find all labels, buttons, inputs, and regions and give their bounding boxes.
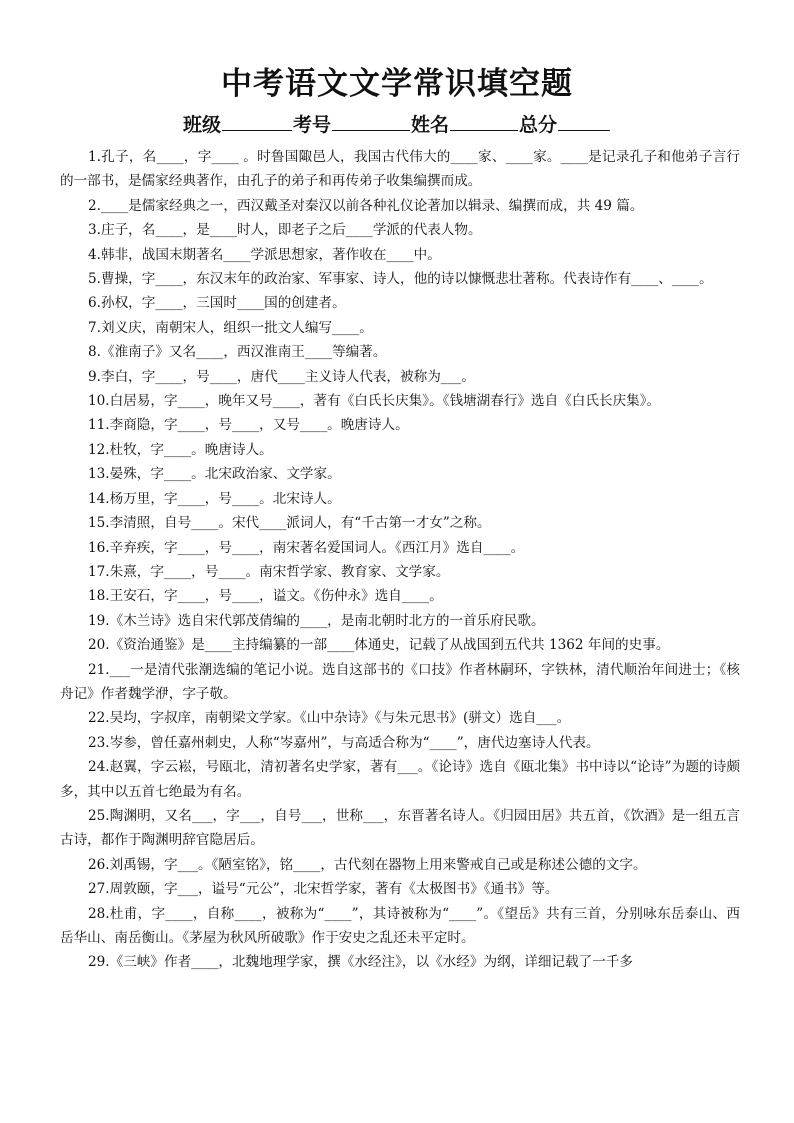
class-blank xyxy=(222,112,292,131)
question-item: 27.周敦颐，字___，谥号“元公”，北宋哲学家，著有《太极图书》《通书》等。 xyxy=(88,881,559,898)
question-item: 24.赵翼，字云崧，号瓯北，清初著名史学家，著有___。《论诗》选自《瓯北集》书中诗以“论诗”为题的诗颇多，其中以五首七绝最为有名。 xyxy=(60,759,740,800)
student-info-line xyxy=(0,110,794,137)
question-item: 6.孙权，字____，三国时____国的创建者。 xyxy=(88,295,346,312)
class-label: 班级 xyxy=(182,114,221,136)
question-item: 23.岑参，曾任嘉州刺史，人称“岑嘉州”，与高适合称为“____”，唐代边塞诗人代表。 xyxy=(88,734,600,751)
name-label: 姓名 xyxy=(411,114,450,136)
question-item: 2.____是儒家经典之一，西汉戴圣对秦汉以前各种礼仪论著加以辑录、编撰而成，共 49 篇。 xyxy=(88,197,644,214)
question-item: 7.刘义庆，南朝宋人，组织一批文人编写____。 xyxy=(88,319,373,336)
question-item: 12.杜牧，字____。晚唐诗人。 xyxy=(88,441,273,458)
question-item: 1.孔子，名____，字____ 。时鲁国陬邑人，我国古代伟大的____家、____家。____是记录孔子和他弟子言行的一部书，是儒家经典著作，由孔子的弟子和再传弟子收集编撰而成。 xyxy=(60,149,740,190)
question-item: 9.李白，字____，号____，唐代____主义诗人代表，被称为___。 xyxy=(88,368,475,385)
score-blank xyxy=(558,112,610,131)
page-title: 中考语文文学常识填空题 xyxy=(221,66,573,102)
question-item: 26.刘禹锡，字___。《陋室铭》，铭____，古代刻在器物上用来警戒自己或是称述公德的文字。 xyxy=(88,856,647,873)
question-item: 19.《木兰诗》选自宋代郭茂倩编的____，是南北朝时北方的一首乐府民歌。 xyxy=(88,612,545,629)
question-item: 14.杨万里，字____，号____。北宋诗人。 xyxy=(88,490,341,507)
question-item: 17.朱熹，字____，号____。南宋哲学家、教育家、文学家。 xyxy=(88,563,450,580)
question-list xyxy=(60,145,740,975)
question-item: 22.吴均，字叔庠，南朝梁文学家。《山中杂诗》《与朱元思书》(骈文）选自___。 xyxy=(88,710,571,727)
question-item: 28.杜甫，字____，自称____，被称为“____”，其诗被称为“____”。《望岳》共有三首，分别咏东岳泰山、西岳华山、南岳衡山。《茅屋为秋风所破歌》作于安史之乱还未平定时。 xyxy=(60,905,740,946)
question-item: 20.《资治通鉴》是____主持编纂的一部____体通史，记载了从战国到五代共 1362 年间的史事。 xyxy=(88,637,670,654)
question-item: 13.晏殊，字____。北宋政治家、文学家。 xyxy=(88,466,341,483)
question-item: 10.白居易，字____，晚年又号____，著有《白氏长庆集》。《钱塘湖春行》选自《白氏长庆集》。 xyxy=(88,393,661,410)
question-item: 4.韩非，战国末期著名____学派思想家，著作收在____中。 xyxy=(88,246,441,263)
question-item: 15.李清照，自号____。宋代____派词人，有“千古第一才女”之称。 xyxy=(88,515,491,532)
question-item: 16.辛弃疾，字____，号____，南宋著名爱国词人。《西江月》选自____。 xyxy=(88,539,525,556)
score-label: 总分 xyxy=(519,114,558,136)
exam-no-label: 考号 xyxy=(292,114,331,136)
question-item: 21.___一是清代张潮选编的笔记小说。选自这部书的《口技》作者林嗣环，字铁林，清代顺治年间进士；《核舟记》作者魏学洢，字子敬。 xyxy=(60,661,740,702)
question-item: 29.《三峡》作者____，北魏地理学家，撰《水经注》，以《水经》为纲，详细记载了一千多 xyxy=(88,954,633,971)
exam-no-blank xyxy=(332,112,410,131)
question-item: 11.李商隐，字____，号____，又号____。晚唐诗人。 xyxy=(88,417,409,434)
question-item: 25.陶渊明，又名___，字___，自号___，世称___，东晋著名诗人。《归园田居》共五首，《饮酒》是一组五言古诗，都作于陶渊明辞官隐居后。 xyxy=(60,807,740,849)
question-item: 3.庄子，名____，是____时人，即老子之后____学派的代表人物。 xyxy=(88,222,482,239)
name-blank xyxy=(450,112,518,131)
question-item: 5.曹操，字____，东汉末年的政治家、军事家、诗人，他的诗以慷慨悲壮著称。代表诗作有____、____。 xyxy=(88,271,713,288)
question-item: 8.《淮南子》又名____，西汉淮南王____等编著。 xyxy=(88,344,387,361)
question-item: 18.王安石，字____，号____，谥文。《伤仲永》选自____。 xyxy=(88,588,443,605)
